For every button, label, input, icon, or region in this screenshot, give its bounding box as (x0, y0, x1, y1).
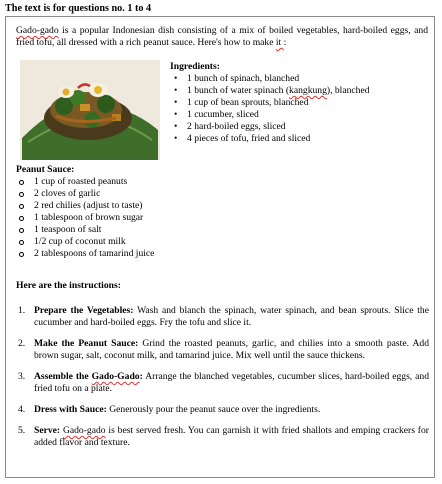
intro-text: is a popular Indonesian dish consisting of a mix of boiled vegetables, hard-boiled eggs, and fried tofu, all dressed with a rich peanut sauce. Here's how to make (16, 25, 428, 48)
step-item: 1. Prepare the Vegetables: Wash and blanch the spinach, water spinach, and bean sprouts. Slice the cucumber and hard-boiled eggs. Fry the tofu and slice it. (18, 305, 429, 328)
instructions-title: Here are the instructions: (16, 280, 121, 291)
step-item: 2. Make the Peanut Sauce: Grind the roasted peanuts, garlic, and chilies into a smooth paste. Add brown sugar, salt, coconut milk, and tamarind juice. Mix well until the sauce thickens. (18, 338, 430, 361)
instructions-list (16, 305, 429, 458)
reading-text-box (5, 16, 435, 478)
ingredients-list (170, 73, 432, 145)
step-item: 4. Dress with Sauce: Generously pour the peanut sauce over the ingredients. (18, 404, 321, 415)
word-kangkung: kangkung (289, 85, 327, 96)
gado-gado-photo (20, 60, 160, 160)
intro-paragraph (16, 25, 428, 49)
list-item: 1/2 cup of coconut milk (16, 236, 276, 248)
step-item: 3. Assemble the Gado-Gado: Arrange the blanched vegetables, cucumber slices, hard-boiled eggs, and fried tofu on a plate. (18, 371, 430, 394)
step-item: 5. Serve: Gado-gado is best served fresh. You can garnish it with fried shallots and emping crackers for added flavor and texture. (18, 425, 429, 448)
list-item: • 1 cucumber, sliced (170, 109, 432, 121)
gado-gado-illustration (20, 60, 160, 160)
list-item: • 1 bunch of spinach, blanched (170, 73, 432, 85)
list-item: • 4 pieces of tofu, fried and sliced (170, 133, 432, 145)
peanut-sauce-title: Peanut Sauce: (16, 164, 75, 175)
ingredients-section (170, 61, 432, 145)
list-item: 2 red chilies (adjust to taste) (16, 200, 276, 212)
peanut-sauce-list (16, 176, 276, 260)
list-item: • 2 hard-boiled eggs, sliced (170, 121, 432, 133)
list-item: 2 tablespoons of tamarind juice (16, 248, 276, 260)
intro-colon: : (283, 37, 287, 48)
list-item: 1 tablespoon of brown sugar (16, 212, 276, 224)
list-item: 1 cup of roasted peanuts (16, 176, 276, 188)
intro-word-it: it (275, 37, 284, 48)
list-item: 1 teaspoon of salt (16, 224, 276, 236)
list-item: • 1 cup of bean sprouts, blanched (170, 97, 432, 109)
peanut-sauce-section (16, 164, 276, 260)
question-heading: The text is for questions no. 1 to 4 (5, 3, 152, 14)
list-item: 2 cloves of garlic (16, 188, 276, 200)
list-item: • 1 bunch of water spinach (kangkung), blanched (170, 85, 432, 97)
ingredients-title: Ingredients: (170, 61, 220, 72)
intro-word-gado-gado: Gado-gado (16, 25, 59, 36)
